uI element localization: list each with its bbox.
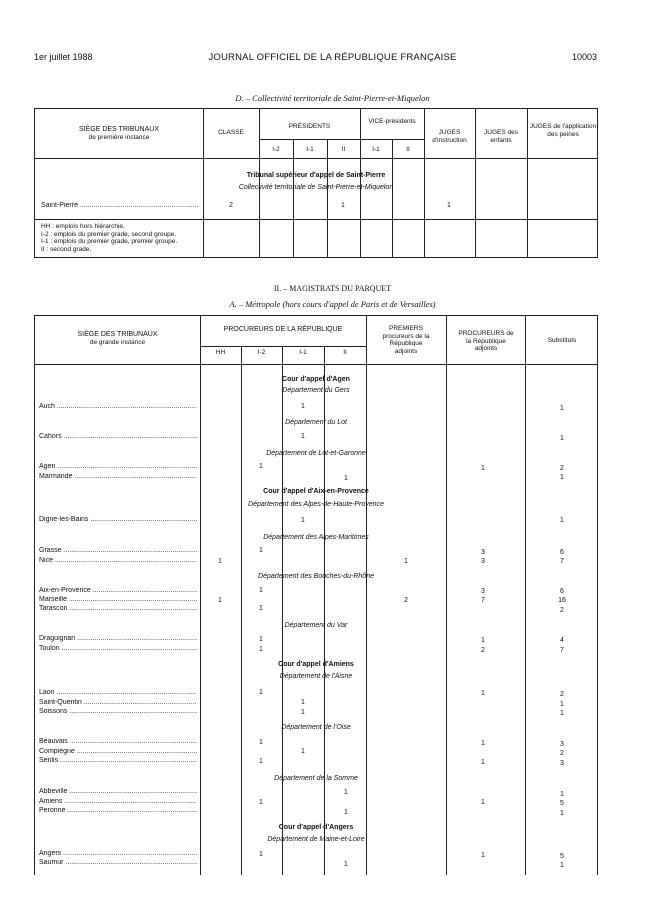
header-siege: SIÈGE DES TRIBUNAUX de grande instance <box>77 331 158 346</box>
header-procureurs-adjoints: PROCUREURS de la République adjoints <box>458 330 514 352</box>
header-siege: SIÈGE DES TRIBUNAUX de première instance <box>78 126 159 141</box>
row-label: Senlis ..... <box>39 757 197 764</box>
row-label: Aix-en-Provence ..... <box>39 587 197 594</box>
cell: 1 <box>560 474 564 481</box>
subcol-hh: HH <box>215 349 226 356</box>
row-label: Marseille ..... <box>39 596 197 603</box>
cell: 1 <box>481 740 485 747</box>
row-label: Compiègne ..... <box>39 748 197 755</box>
cell: 1 <box>481 852 485 859</box>
cour-title: Cour d'appel d'Aix-en-Provence <box>263 488 369 495</box>
departement-title: Département des Alpes-Maritimes <box>263 534 369 541</box>
header-juges-enfants: JUGES des enfants <box>484 129 518 144</box>
cell: 2 <box>481 647 485 654</box>
cell: 1 <box>560 517 564 524</box>
cell: 1 <box>344 475 348 482</box>
cell: 1 <box>259 636 263 643</box>
cell: 1 <box>301 403 305 410</box>
cell: 7 <box>560 558 564 565</box>
cell: 1 <box>560 710 564 717</box>
cell: 1 <box>218 558 222 565</box>
header-premiers: PREMIERS procureurs de la République adjoints <box>382 325 430 355</box>
departement-title: Département du Lot <box>285 419 347 426</box>
cell: 2 <box>560 750 564 757</box>
cell: 1 <box>259 799 263 806</box>
subcol-i1: I-1 <box>299 349 307 356</box>
row-label: Toulon ..... <box>39 645 197 652</box>
cell: 1 <box>301 699 305 706</box>
section-ii-title: II. – MAGISTRATS DU PARQUET <box>273 284 392 293</box>
cell: 1 <box>259 646 263 653</box>
cell: 1 <box>259 587 263 594</box>
row-label: Saumur ..... <box>39 859 197 866</box>
cell: 6 <box>560 549 564 556</box>
cell: 3 <box>560 760 564 767</box>
cell: 1 <box>344 809 348 816</box>
collectivite-title: Collectivité territoriale de Saint-Pierre-et-Miquelon <box>238 184 394 191</box>
cell: 1 <box>560 435 564 442</box>
table-parquet <box>34 315 598 875</box>
header-vice-presidents: VICE-présidents <box>368 118 416 125</box>
row-label: Beauvais ..... <box>39 738 197 745</box>
cell-pres-ii: 1 <box>341 202 345 209</box>
row-label: Soissons ..... <box>39 708 197 715</box>
cell: 1 <box>560 701 564 708</box>
cell: 1 <box>344 861 348 868</box>
cell: 1 <box>259 689 263 696</box>
cell: 1 <box>259 758 263 765</box>
departement-title: Département de Lot-et-Garonne <box>266 450 366 457</box>
departement-title: Département des Alpes-de-Haute-Provence <box>248 501 384 508</box>
row-label: Digne-les-Bains ..... <box>39 516 197 523</box>
row-label: Auch ..... <box>39 403 197 410</box>
row-label: Cahors ..... <box>39 433 197 440</box>
row-label: Tarascon ..... <box>39 605 197 612</box>
cell: 1 <box>560 862 564 869</box>
departement-title: Département de la Somme <box>274 775 358 782</box>
subcol: II <box>406 146 410 153</box>
row-label: Grasse ..... <box>39 547 197 554</box>
cell-classe: 2 <box>229 202 233 209</box>
header-presidents: PRÉSIDENTS <box>288 123 331 130</box>
cell-juges-instruction: 1 <box>447 202 451 209</box>
cell: 2 <box>560 607 564 614</box>
cour-title: Cour d'appel d'Angers <box>278 824 354 831</box>
row-label: Peronne ..... <box>39 807 197 814</box>
row-label: Abbeville ..... <box>39 788 197 795</box>
cell: 2 <box>404 597 408 604</box>
cell: 3 <box>560 741 564 748</box>
header-substituts: Substituts <box>547 337 577 344</box>
cell: 3 <box>481 549 485 556</box>
departement-title: Département de Maine-et-Loire <box>267 836 365 843</box>
header-juges-instruction: JUGES d'instruction <box>432 129 467 144</box>
table-saint-pierre <box>34 108 598 258</box>
cell: 1 <box>259 851 263 858</box>
cell: 1 <box>301 748 305 755</box>
subcol: I-1 <box>372 146 380 153</box>
cell: 5 <box>560 800 564 807</box>
subcol: II <box>341 146 346 153</box>
cell: 6 <box>560 588 564 595</box>
cell: 2 <box>560 465 564 472</box>
cell: 1 <box>481 759 485 766</box>
cell: 1 <box>344 789 348 796</box>
cell: 1 <box>481 465 485 472</box>
header-procureurs: PROCUREURS DE LA RÉPUBLIQUE <box>223 326 343 333</box>
cell: 4 <box>560 637 564 644</box>
notes: HH : emplois hors hiérarchie. I-2 : emplois du premier grade, second groupe. I-1 : emplois du premier grade, premier groupe. II : second grade. <box>41 223 178 253</box>
row-label: Agen ..... <box>39 463 197 470</box>
departement-title: Département de l'Aisne <box>279 673 353 680</box>
cell: 7 <box>560 647 564 654</box>
cell: 16 <box>558 597 566 604</box>
row-label: Angers ..... <box>39 850 197 857</box>
journal-title: JOURNAL OFFICIEL DE LA RÉPUBLIQUE FRANÇAISE <box>208 52 457 63</box>
cell: 1 <box>259 605 263 612</box>
row-label: Nice ..... <box>39 557 197 564</box>
row-label-saint-pierre: Saint-Pierre ..... <box>41 202 199 209</box>
cell: 1 <box>301 517 305 524</box>
section-d-title: D. – Collectivité territoriale de Saint-Pierre-et-Miquelon <box>235 93 430 103</box>
court-title: Tribunal supérieur d'appel de Saint-Pierre <box>246 172 386 179</box>
subcol: I-2 <box>272 146 280 153</box>
section-ii-subtitle: A. – Métropole (hors cours d'appel de Paris et de Versailles) <box>229 299 436 309</box>
cell: 1 <box>301 433 305 440</box>
row-label: Draguignan ..... <box>39 635 197 642</box>
cell: 1 <box>259 463 263 470</box>
cell: 3 <box>481 558 485 565</box>
page-number: 10003 <box>571 52 597 62</box>
cell: 1 <box>259 739 263 746</box>
cell: 2 <box>560 691 564 698</box>
cell: 1 <box>560 791 564 798</box>
row-label: Marmande ..... <box>39 473 197 480</box>
cell: 1 <box>560 405 564 412</box>
cell: 3 <box>481 588 485 595</box>
cell: 1 <box>404 558 408 565</box>
cell: 1 <box>560 810 564 817</box>
cell: 1 <box>301 709 305 716</box>
row-label: Saint-Quentin ..... <box>39 699 197 706</box>
cell: 1 <box>218 597 222 604</box>
cour-title: Cour d'appel d'Agen <box>282 376 350 383</box>
subcol-i2: I-2 <box>257 349 266 356</box>
cell: 1 <box>481 637 485 644</box>
subcol-ii: II <box>343 349 347 356</box>
header-classe: CLASSE <box>218 129 244 136</box>
cell: 1 <box>481 799 485 806</box>
departement-title: Département du Gers <box>282 387 350 394</box>
header-date: 1er juillet 1988 <box>34 52 93 62</box>
subcol: I-1 <box>306 146 314 153</box>
cour-title: Cour d'appel d'Amiens <box>278 661 354 668</box>
departement-title: Département des Bouches-du-Rhône <box>258 573 374 580</box>
cell: 1 <box>259 547 263 554</box>
cell: 1 <box>481 690 485 697</box>
cell: 7 <box>481 597 485 604</box>
departement-title: Département de l'Oise <box>281 724 351 731</box>
row-label: Laon ..... <box>39 689 197 696</box>
departement-title: Département du Var <box>284 622 348 629</box>
row-label: Amiens ..... <box>39 798 197 805</box>
cell: 5 <box>560 853 564 860</box>
header-juges-application: JUGES de l'application des peines <box>529 123 597 138</box>
